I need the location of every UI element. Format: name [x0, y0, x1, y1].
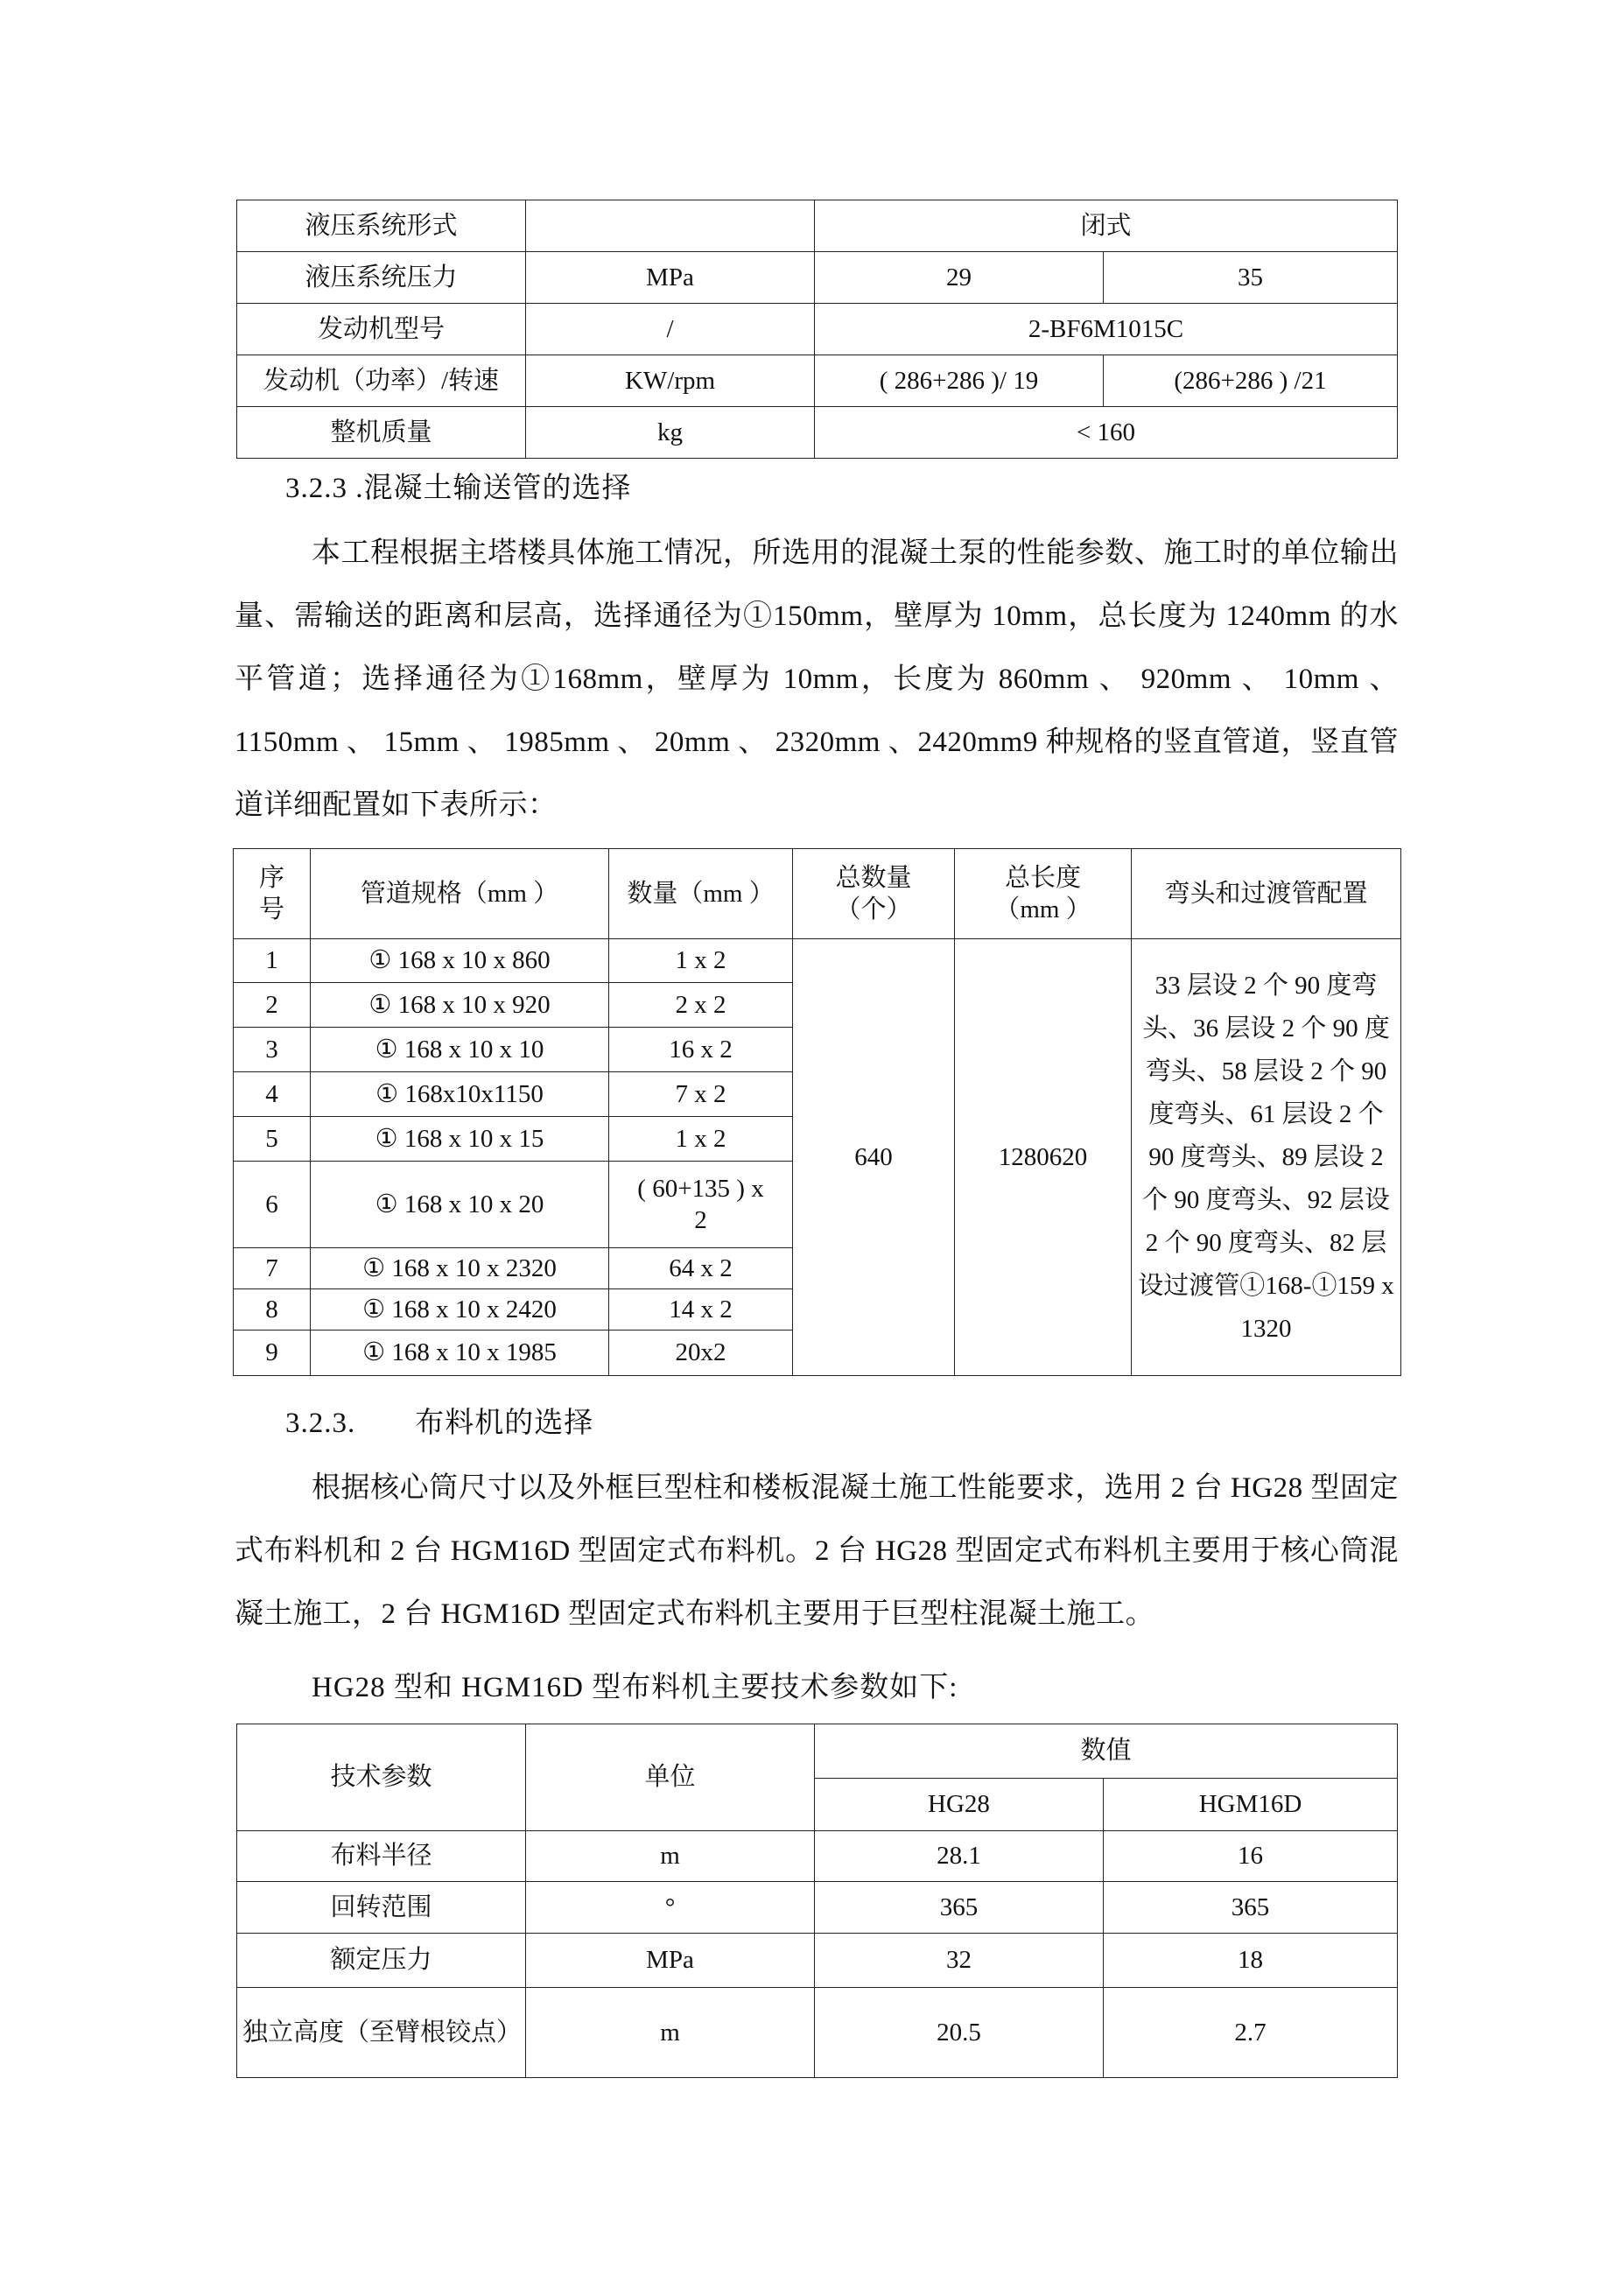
qty-cell: 7 x 2	[609, 1072, 793, 1117]
param-cell: 整机质量	[237, 407, 526, 459]
table-row	[237, 252, 1398, 304]
table-row	[237, 304, 1398, 355]
distributor-spec-table	[236, 1724, 1398, 2078]
header-total-qty: 总数量（个）	[793, 849, 955, 939]
section-paragraph-pipe: 本工程根据主塔楼具体施工情况，所选用的混凝土泵的性能参数、施工时的单位输出量、需输送的距离和层高，选择通径为①150mm，壁厚为 10mm，总长度为 1240mm 的水平管道；选择通径为①168mm，壁厚为 10mm，长度为 860mm 、 920mm 、 10mm 、 1150mm 、 15mm 、 1985mm 、 20mm 、 2320mm 、2420mm9 种规格的竖直管道，竖直管道详细配置如下表所示：	[235, 537, 1399, 821]
spec-cell: ① 168 x 10 x 20	[311, 1162, 609, 1248]
value-cell: 29	[815, 252, 1104, 304]
pump-spec-table	[236, 200, 1398, 459]
spec-cell: ① 168 x 10 x 2320	[311, 1248, 609, 1289]
value-cell: 35	[1104, 252, 1398, 304]
value-cell: 365	[815, 1882, 1104, 1934]
param-cell: 发动机型号	[237, 304, 526, 355]
table-row	[237, 407, 1398, 459]
param-cell: 发动机（功率）/转速	[237, 355, 526, 407]
qty-cell: 1 x 2	[609, 939, 793, 983]
seq-cell: 8	[234, 1289, 311, 1331]
unit-cell: m	[526, 1988, 815, 2078]
spec-cell: ① 168 x 10 x 1985	[311, 1331, 609, 1376]
qty-cell: 64 x 2	[609, 1248, 793, 1289]
header-qty: 数量（mm ）	[609, 849, 793, 939]
param-cell: 额定压力	[237, 1934, 526, 1988]
qty-cell: 2 x 2	[609, 983, 793, 1028]
unit-cell: m	[526, 1831, 815, 1882]
seq-cell: 7	[234, 1248, 311, 1289]
value-cell: 2.7	[1104, 1988, 1398, 2078]
section-heading-distributor: 3.2.3. 布料机的选择	[285, 1408, 594, 1439]
elbow-config-cell: 33 层设 2 个 90 度弯头、36 层设 2 个 90 度弯头、58 层设 2 个 90 度弯头、61 层设 2 个 90 度弯头、89 层设 2 个 90 度弯头、92 层设 2 个 90 度弯头、82 层设过渡管①168-①159 x 1320	[1132, 939, 1401, 1376]
table-intro: HG28 型和 HGM16D 型布料机主要技术参数如下:	[312, 1672, 958, 1703]
header-hg28: HG28	[815, 1779, 1104, 1831]
param-cell: 回转范围	[237, 1882, 526, 1934]
header-unit: 单位	[526, 1724, 815, 1831]
unit-cell: kg	[526, 407, 815, 459]
seq-cell: 1	[234, 939, 311, 983]
spec-cell: ① 168 x 10 x 860	[311, 939, 609, 983]
unit-cell	[526, 200, 815, 252]
seq-cell: 3	[234, 1028, 311, 1072]
value-cell: 16	[1104, 1831, 1398, 1882]
value-cell: 365	[1104, 1882, 1398, 1934]
table-header-row	[237, 1724, 1398, 1779]
header-hgm16d: HGM16D	[1104, 1779, 1398, 1831]
value-cell: < 160	[815, 407, 1398, 459]
seq-cell: 9	[234, 1331, 311, 1376]
unit-cell: KW/rpm	[526, 355, 815, 407]
seq-cell: 2	[234, 983, 311, 1028]
qty-cell: 14 x 2	[609, 1289, 793, 1331]
total-len-cell: 1280620	[955, 939, 1132, 1376]
table-row	[237, 200, 1398, 252]
value-cell: 20.5	[815, 1988, 1104, 2078]
table-row	[237, 355, 1398, 407]
header-total-len: 总长度（mm ）	[955, 849, 1132, 939]
table-row	[237, 1882, 1398, 1934]
vertical-pipe-table	[233, 848, 1401, 1376]
spec-cell: ① 168 x 10 x 15	[311, 1117, 609, 1162]
spec-cell: ① 168 x 10 x 10	[311, 1028, 609, 1072]
unit-cell: MPa	[526, 252, 815, 304]
table-row	[237, 1831, 1398, 1882]
table-row	[237, 1988, 1398, 2078]
header-seq: 序号	[234, 849, 311, 939]
section-heading-pipe: 3.2.3 .混凝土输送管的选择	[285, 473, 632, 504]
seq-cell: 4	[234, 1072, 311, 1117]
header-spec: 管道规格（mm ）	[311, 849, 609, 939]
unit-cell: /	[526, 304, 815, 355]
value-cell: 28.1	[815, 1831, 1104, 1882]
table-row	[237, 1934, 1398, 1988]
section-paragraph-distributor: 根据核心筒尺寸以及外框巨型柱和楼板混凝土施工性能要求，选用 2 台 HG28 型固定式布料机和 2 台 HGM16D 型固定式布料机。2 台 HG28 型固定式布料机主要用于核心筒混凝土施工，2 台 HGM16D 型固定式布料机主要用于巨型柱混凝土施工。	[235, 1472, 1400, 1630]
header-param: 技术参数	[237, 1724, 526, 1831]
qty-cell: 16 x 2	[609, 1028, 793, 1072]
table-row	[234, 939, 1401, 983]
qty-cell: 20x2	[609, 1331, 793, 1376]
value-cell: (286+286 ) /21	[1104, 355, 1398, 407]
param-cell: 独立高度（至臂根铰点）	[237, 1988, 526, 2078]
value-cell: 闭式	[815, 200, 1398, 252]
param-cell: 液压系统压力	[237, 252, 526, 304]
header-value: 数值	[815, 1724, 1398, 1779]
param-cell: 布料半径	[237, 1831, 526, 1882]
unit-cell: MPa	[526, 1934, 815, 1988]
value-cell: 18	[1104, 1934, 1398, 1988]
total-qty-cell: 640	[793, 939, 955, 1376]
unit-cell: °	[526, 1882, 815, 1934]
value-cell: 32	[815, 1934, 1104, 1988]
header-elbow: 弯头和过渡管配置	[1132, 849, 1401, 939]
value-cell: 2-BF6M1015C	[815, 304, 1398, 355]
seq-cell: 6	[234, 1162, 311, 1248]
spec-cell: ① 168 x 10 x 920	[311, 983, 609, 1028]
spec-cell: ① 168x10x1150	[311, 1072, 609, 1117]
qty-cell: ( 60+135 ) x 2	[609, 1162, 793, 1248]
value-cell: ( 286+286 )/ 19	[815, 355, 1104, 407]
seq-cell: 5	[234, 1117, 311, 1162]
spec-cell: ① 168 x 10 x 2420	[311, 1289, 609, 1331]
param-cell: 液压系统形式	[237, 200, 526, 252]
qty-cell: 1 x 2	[609, 1117, 793, 1162]
table-header-row	[234, 849, 1401, 939]
